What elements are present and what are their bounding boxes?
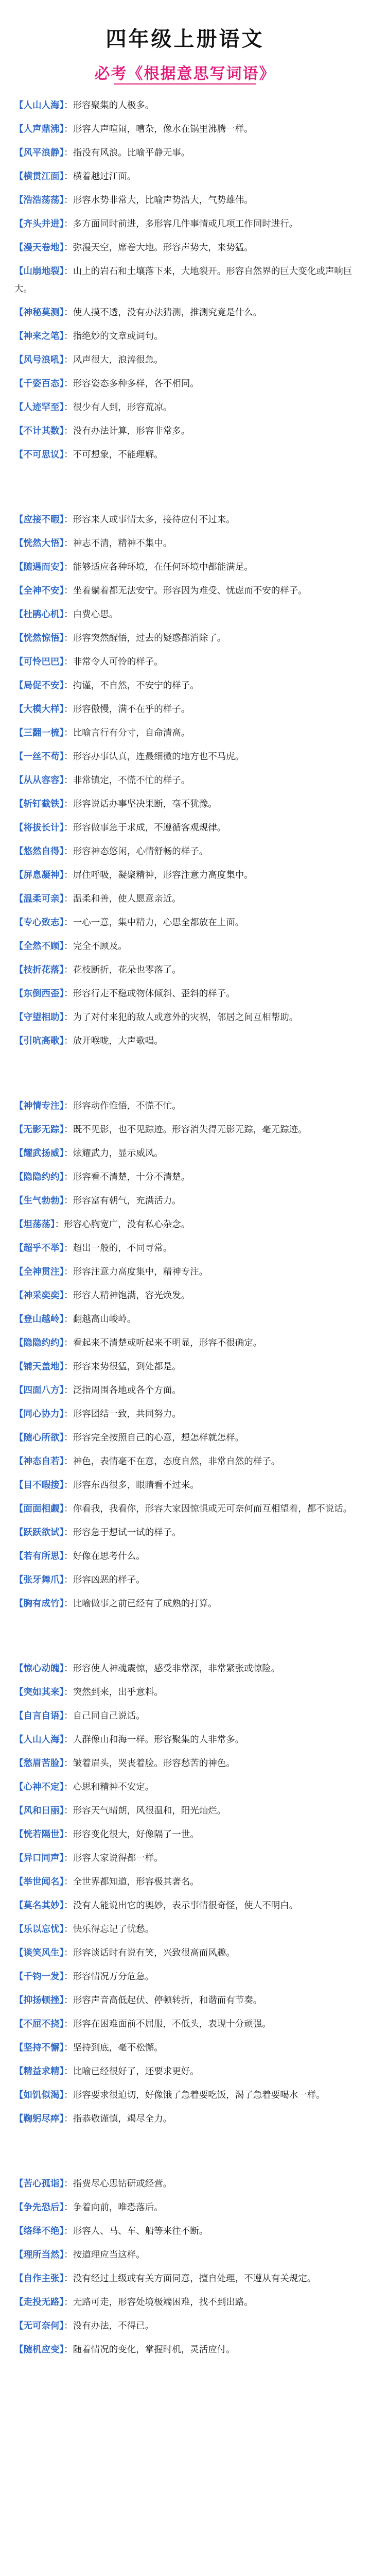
glossary-entry (14, 1826, 358, 1843)
glossary-entry (14, 263, 358, 298)
glossary-entry (14, 1921, 358, 1938)
entry-term: 【人声鼎沸】 (14, 124, 64, 134)
glossary-entry (14, 1097, 358, 1115)
entry-term: 【恍若隔世】 (14, 1829, 64, 1840)
glossary-entry (14, 961, 358, 979)
entry-definition: ：形容姿态多种多样，各不相同。 (64, 379, 199, 389)
entry-term: 【同心协力】 (14, 1409, 64, 1419)
entry-term: 【神情专注】 (14, 1101, 64, 1111)
entry-term: 【不屈不挠】 (14, 2019, 64, 2029)
entry-term: 【悠然自得】 (14, 846, 64, 857)
entry-definition: ：坐着躺着都无法安宁。形容因为难受、忧虑而不安的样子。 (64, 586, 307, 596)
glossary-entry (14, 144, 358, 162)
glossary-entry (14, 215, 358, 233)
entry-term: 【突如其来】 (14, 1687, 64, 1698)
entry-term: 【随遇而安】 (14, 562, 64, 572)
entry-definition: ：形容完全按照自己的心意，想怎样就怎样。 (64, 1433, 244, 1443)
glossary-entry (14, 2199, 358, 2216)
entry-definition: ：形容来势很猛，到处都是。 (64, 1362, 181, 1372)
glossary-entry (14, 1240, 358, 1257)
entry-definition: ：泛指周围各地或各个方面。 (64, 1385, 181, 1396)
entry-definition: ：形容看不清楚，十分不清楚。 (64, 1172, 190, 1182)
entry-term: 【全神贯注】 (14, 1267, 64, 1277)
glossary-entry (14, 2063, 358, 2080)
entry-definition: ：比喻已经很好了，还要求更好。 (64, 2066, 199, 2077)
entry-term: 【跃跃欲试】 (14, 1528, 64, 1538)
entry-definition: ：皱着眉头，哭丧着脸。形容愁苦的神色。 (64, 1758, 235, 1769)
entry-definition: ：没有办法计算，形容非常多。 (64, 426, 190, 436)
glossary-entry (14, 2015, 358, 2033)
glossary-entry (14, 1477, 358, 1494)
glossary-entry (14, 2317, 358, 2335)
entry-definition: ：无路可走，形容处境极端困难，找不到出路。 (64, 2297, 253, 2308)
entry-term: 【面面相觑】 (14, 1504, 64, 1514)
entry-definition: ：完全不顾及。 (64, 941, 127, 952)
entry-definition: ：没有办法，不得已。 (64, 2321, 154, 2331)
glossary-entry (14, 1263, 358, 1281)
entry-term: 【张牙舞爪】 (14, 1575, 64, 1585)
glossary-entry (14, 399, 358, 416)
entry-definition: ：翻越高山峻岭。 (64, 1314, 136, 1325)
glossary-entry (14, 1524, 358, 1541)
entry-term: 【全神不安】 (14, 586, 64, 596)
entry-term: 【抑扬顿挫】 (14, 1995, 64, 2006)
entry-definition: ：风声很大，浪涛很急。 (64, 355, 163, 365)
entry-term: 【无可奈何】 (14, 2321, 64, 2331)
entry-term: 【温柔可亲】 (14, 894, 64, 904)
glossary-entry (14, 772, 358, 789)
entry-term: 【应接不暇】 (14, 515, 64, 525)
glossary-entry (14, 2110, 358, 2128)
entry-definition: ：形容天气晴朗，风很温和，阳光灿烂。 (64, 1806, 226, 1816)
entry-definition: ：形容动作惟悟，不慌不忙。 (64, 1101, 181, 1111)
entry-term: 【若有所思】 (14, 1551, 64, 1562)
glossary-entry (14, 582, 358, 600)
entry-term: 【局促不安】 (14, 681, 64, 691)
entry-definition: ：一心一意，集中精力，心思全都放在上面。 (64, 918, 244, 928)
glossary-entry (14, 2087, 358, 2104)
glossary-entry (14, 97, 358, 114)
entry-definition: ：形容在困难面前不屈服，不低头，表现十分顽强。 (64, 2019, 271, 2029)
entry-definition: ：不可想象，不能理解。 (64, 450, 163, 460)
entry-term: 【生气勃勃】 (14, 1196, 64, 1206)
glossary-entry (14, 1216, 358, 1233)
entry-definition: ：形容凶恶的样子。 (64, 1575, 145, 1585)
glossary-entry (14, 1358, 358, 1376)
entry-definition: ：形容心胸宽广，没有私心杂念。 (55, 1219, 190, 1230)
entry-definition: ：你看我，我看你，形容大家因惊惧或无可奈何而互相望着，都不说话。 (64, 1504, 353, 1514)
entry-definition: ：形容团结一致，共同努力。 (64, 1409, 181, 1419)
glossary-entry (14, 2175, 358, 2193)
glossary-entry (14, 748, 358, 766)
glossary-entry (14, 653, 358, 671)
entry-definition: ：没有人能说出它的奥妙，表示事情很奇怪，使人不明白。 (64, 1901, 298, 1911)
glossary-entry (14, 2341, 358, 2359)
entry-definition: ：超出一般的，不同寻常。 (64, 1243, 172, 1253)
glossary-entry (14, 1707, 358, 1725)
entry-definition: ：指费尽心思钻研或经营。 (64, 2179, 172, 2189)
entry-definition: ：随着情况的变化，掌握时机，灵活应付。 (64, 2345, 235, 2355)
glossary-entry (14, 1571, 358, 1589)
entry-definition: ：形容办事认真，连最细微的地方也不马虎。 (64, 752, 244, 762)
glossary-entry (14, 985, 358, 1003)
entry-definition: ：使人摸不透，没有办法猜测，推测究竟是什么。 (64, 308, 262, 318)
entry-term: 【神态自若】 (14, 1456, 64, 1467)
glossary-entry (14, 701, 358, 718)
entry-term: 【惊心动魄】 (14, 1664, 64, 1674)
entry-definition: ：多方面同时前进，多形容几件事情或几项工作同时进行。 (64, 219, 298, 229)
glossary-entry (14, 795, 358, 813)
page-subtitle: 必考《根据意思写词语》 (94, 65, 276, 83)
glossary-entry (14, 914, 358, 931)
glossary-entry (14, 1121, 358, 1139)
entry-term: 【山崩地裂】 (14, 266, 64, 277)
entry-term: 【坦荡荡】 (14, 1219, 55, 1230)
entry-definition: ：白费心思。 (64, 609, 118, 620)
entry-definition: ：弥漫天空，席卷大地。形容声势大，来势猛。 (64, 243, 253, 253)
glossary-entry (14, 938, 358, 955)
glossary-entry (14, 1660, 358, 1677)
entry-definition: ：既不见影，也不见踪迹。形容消失得无影无踪，毫无踪迹。 (64, 1125, 307, 1135)
entry-definition: ：形容人、马、车、船等来往不断。 (64, 2226, 208, 2236)
glossary-entry (14, 1731, 358, 1749)
entry-definition: ：形容注意力高度集中，精神专注。 (64, 1267, 208, 1277)
glossary-entry (14, 2246, 358, 2264)
glossary-entry (14, 1992, 358, 2009)
entry-definition: ：形容谈话时有说有笑，兴致很高而风趣。 (64, 1948, 235, 1958)
entry-definition: ：比喻做事之前已经有了成熟的打算。 (64, 1599, 217, 1609)
glossary-entry (14, 1755, 358, 1772)
glossary-entry (14, 1009, 358, 1026)
entry-term: 【齐头并进】 (14, 219, 64, 229)
entry-definition: ：形容东西很多，眼睛看不过来。 (64, 1480, 199, 1490)
entry-definition: ：屏住呼吸，凝聚精神，形容注意力高度集中。 (64, 870, 253, 880)
entry-definition: ：形容傲慢，满不在乎的样子。 (64, 704, 190, 715)
entry-term: 【风和日丽】 (14, 1806, 64, 1816)
glossary-entry (14, 121, 358, 138)
entry-definition: ：山上的岩石和土壤落下来，大地裂开。形容自然界的巨大变化或声响巨大。 (14, 266, 353, 294)
entry-definition: ：温柔和善，使人愿意亲近。 (64, 894, 181, 904)
entry-term: 【屏息凝神】 (14, 870, 64, 880)
glossary-entry (14, 446, 358, 464)
glossary-entry (14, 1944, 358, 1962)
entry-definition: ：形容声音高低起伏、停顿转折，和谐而有节奏。 (64, 1995, 262, 2006)
entry-term: 【异口同声】 (14, 1853, 64, 1863)
entry-term: 【枝折花落】 (14, 965, 64, 975)
entry-definition: ：花枝断折，花朵也零落了。 (64, 965, 181, 975)
entry-term: 【耀武扬威】 (14, 1148, 64, 1159)
entry-term: 【从从容容】 (14, 775, 64, 786)
entry-definition: ：很少有人到，形容荒凉。 (64, 402, 172, 413)
entry-term: 【走投无路】 (14, 2297, 64, 2308)
entry-definition: ：指没有风浪。比喻平静无事。 (64, 148, 190, 158)
entry-definition: ：形容说话办事坚决果断，毫不犹豫。 (64, 799, 217, 809)
entry-term: 【目不暇接】 (14, 1480, 64, 1490)
entry-term: 【可怜巴巴】 (14, 657, 64, 667)
entry-term: 【络绎不绝】 (14, 2226, 64, 2236)
entry-definition: ：好像在思考什么。 (64, 1551, 145, 1562)
glossary-entry (14, 304, 358, 321)
glossary-entry (14, 328, 358, 345)
glossary-entry (14, 1968, 358, 1986)
entry-term: 【如饥似渴】 (14, 2090, 64, 2100)
entry-definition: ：比喻言行有分寸，自命清高。 (64, 728, 190, 738)
entry-term: 【铺天盖地】 (14, 1362, 64, 1372)
entry-term: 【风号浪吼】 (14, 355, 64, 365)
entry-term: 【杜鹃心机】 (14, 609, 64, 620)
glossary-entry (14, 1897, 358, 1914)
entry-term: 【无影无踪】 (14, 1125, 64, 1135)
glossary-entry (14, 1500, 358, 1518)
entry-term: 【全然不顾】 (14, 941, 64, 952)
glossary-entry (14, 890, 358, 908)
glossary-entry (14, 1405, 358, 1423)
entry-definition: ：突然到来，出乎意料。 (64, 1687, 163, 1698)
entry-definition: ：形容人精神饱满，容光焕发。 (64, 1291, 190, 1301)
glossary-entry (14, 843, 358, 860)
entry-definition: ：坚持到底，毫不松懈。 (64, 2043, 163, 2053)
entry-term: 【三翻一梳】 (14, 728, 64, 738)
entry-term: 【神来之笔】 (14, 331, 64, 342)
entry-definition: ：为了对付来犯的敌人或意外的灾祸，邻居之间互相帮助。 (64, 1012, 298, 1023)
glossary-entry (14, 1429, 358, 1447)
entry-term: 【人迹罕至】 (14, 402, 64, 413)
entry-definition: ：指恭敬谨慎，竭尽全力。 (64, 2114, 172, 2124)
entry-term: 【不可思议】 (14, 450, 64, 460)
entry-term: 【千姿百态】 (14, 379, 64, 389)
entry-term: 【不计其数】 (14, 426, 64, 436)
entry-term: 【乐以忘忧】 (14, 1924, 64, 1935)
entry-term: 【浩浩荡荡】 (14, 195, 64, 206)
entry-definition: ：形容人声喧闹，嘈杂，像水在锅里沸腾一样。 (64, 124, 253, 134)
glossary-entry (14, 606, 358, 623)
entry-term: 【坚持不懈】 (14, 2043, 64, 2053)
entry-term: 【谈笑风生】 (14, 1948, 64, 1958)
entry-term: 【东倒西歪】 (14, 989, 64, 999)
entry-term: 【漫天卷地】 (14, 243, 64, 253)
entry-definition: ：横着越过江面。 (64, 172, 136, 182)
page-title: 四年级上册语文 (105, 27, 265, 51)
entry-definition: ：形容行走不稳或物体倾斜、歪斜的样子。 (64, 989, 235, 999)
glossary-entry (14, 2294, 358, 2311)
entry-term: 【随心所欲】 (14, 1433, 64, 1443)
glossary-entry (14, 558, 358, 576)
glossary-entry (14, 1802, 358, 1820)
entry-term: 【隐隐约约】 (14, 1172, 64, 1182)
entry-definition: ：神色，表情毫不在意，态度自然，非常自然的样子。 (64, 1456, 280, 1467)
entry-term: 【隐隐约约】 (14, 1338, 64, 1348)
entry-term: 【鞠躬尽瘁】 (14, 2114, 64, 2124)
entry-term: 【神秘莫测】 (14, 308, 64, 318)
entry-term: 【人山人海】 (14, 1735, 64, 1745)
entry-term: 【四面八方】 (14, 1385, 64, 1396)
entry-term: 【胸有成竹】 (14, 1599, 64, 1609)
entry-definition: ：拘谨，不自然，不安宁的样子。 (64, 681, 199, 691)
entry-term: 【将拔长计】 (14, 823, 64, 833)
entry-term: 【精益求精】 (14, 2066, 64, 2077)
entry-definition: ：形容水势非常大，比喻声势浩大，气势雄伟。 (64, 195, 253, 206)
entry-term: 【愁眉苦脸】 (14, 1758, 64, 1769)
entry-term: 【人山人海】 (14, 100, 64, 111)
entry-definition: ：非常镇定，不慌不忙的样子。 (64, 775, 190, 786)
glossary-entry (14, 2039, 358, 2057)
entry-definition: ：形容变化很大，好像隔了一世。 (64, 1829, 199, 1840)
glossary-entry (14, 1145, 358, 1162)
glossary-entry (14, 1168, 358, 1186)
entry-definition: ：非常令人可怜的样子。 (64, 657, 163, 667)
entry-definition: ：形容使人神魂震惊，感受非常深，非常紧张或惊险。 (64, 1664, 280, 1674)
entry-definition: ：形容神态悠闲，心情舒畅的样子。 (64, 846, 208, 857)
entry-definition: ：能够适应各种环境，在任何环境中都能满足。 (64, 562, 253, 572)
entry-term: 【理所当然】 (14, 2250, 64, 2260)
entry-definition: ：形容要求很迫切，好像饿了急着要吃饭，渴了急着要喝水一样。 (64, 2090, 325, 2100)
glossary-entry (14, 535, 358, 552)
glossary-entry (14, 1778, 358, 1796)
glossary-entry (14, 375, 358, 393)
entry-definition: ：人群像山和海一样。形容聚集的人非常多。 (64, 1735, 244, 1745)
entry-term: 【自言自语】 (14, 1711, 64, 1721)
glossary-entry (14, 168, 358, 185)
entry-term: 【恍然惊悟】 (14, 633, 64, 643)
glossary-entry (14, 2270, 358, 2287)
entry-term: 【举世闻名】 (14, 1877, 64, 1887)
glossary-entry (14, 1287, 358, 1304)
glossary-entry (14, 1548, 358, 1565)
entry-definition: ：形容来人或事情太多，接待应付不过来。 (64, 515, 235, 525)
glossary-entry (14, 422, 358, 440)
glossary-entry (14, 677, 358, 694)
entry-definition: ：形容急于想试一试的样子。 (64, 1528, 181, 1538)
entry-definition: ：争着向前，唯恐落后。 (64, 2202, 163, 2213)
entry-term: 【恍然大悟】 (14, 538, 64, 549)
glossary-entry (14, 192, 358, 209)
glossary-entry (14, 1873, 358, 1891)
entry-term: 【专心致志】 (14, 918, 64, 928)
entry-term: 【守望相助】 (14, 1012, 64, 1023)
glossary-entry (14, 1595, 358, 1613)
entry-term: 【横贯江面】 (14, 172, 64, 182)
entry-term: 【自作主张】 (14, 2274, 64, 2284)
glossary-entry (14, 867, 358, 884)
entry-term: 【登山越岭】 (14, 1314, 64, 1325)
glossary-entry (14, 1334, 358, 1352)
glossary-entry (14, 239, 358, 257)
glossary-entry (14, 511, 358, 529)
entry-term: 【风平浪静】 (14, 148, 64, 158)
entry-definition: ：快乐得忘记了忧愁。 (64, 1924, 154, 1935)
glossary-entry (14, 1382, 358, 1399)
entry-term: 【心神不定】 (14, 1782, 64, 1792)
glossary-entry (14, 1032, 358, 1050)
entry-definition: ：自己同自己说话。 (64, 1711, 145, 1721)
entry-term: 【神采奕奕】 (14, 1291, 64, 1301)
entry-definition: ：形容富有朝气，充满活力。 (64, 1196, 181, 1206)
entry-definition: ：按道理应当这样。 (64, 2250, 145, 2260)
entry-definition: ：全世界都知道，形容极其著名。 (64, 1877, 199, 1887)
entry-term: 【随机应变】 (14, 2345, 64, 2355)
entry-definition: ：形容突然醒悟，过去的疑惑都消除了。 (64, 633, 226, 643)
entry-definition: ：形容做事急于求成，不遵循客观规律。 (64, 823, 226, 833)
entry-term: 【引吭高歌】 (14, 1036, 64, 1046)
entry-definition: ：指绝妙的文章或词句。 (64, 331, 163, 342)
entry-definition: ：形容情况万分危急。 (64, 1972, 154, 1982)
subtitle-underline (114, 83, 256, 84)
entry-term: 【争先恐后】 (14, 2202, 64, 2213)
entry-definition: ：形容聚集的人极多。 (64, 100, 154, 111)
glossary-entry (14, 819, 358, 837)
glossary-entry (14, 1684, 358, 1701)
entry-definition: ：放开喉咙，大声歌唱。 (64, 1036, 163, 1046)
entry-term: 【莫名其妙】 (14, 1901, 64, 1911)
glossary-entry (14, 1850, 358, 1867)
entry-definition: ：看起来不清楚或听起来不明显，形容不很确定。 (64, 1338, 262, 1348)
entry-term: 【超乎不举】 (14, 1243, 64, 1253)
entry-term: 【斩钉截铁】 (14, 799, 64, 809)
entry-term: 【千钧一发】 (14, 1972, 64, 1982)
glossary-entry (14, 351, 358, 369)
entry-term: 【苦心孤诣】 (14, 2179, 64, 2189)
entry-definition: ：炫耀武力，显示威风。 (64, 1148, 163, 1159)
entry-term: 【大模大样】 (14, 704, 64, 715)
glossary-entry (14, 1192, 358, 1210)
glossary-entry (14, 630, 358, 647)
entry-definition: ：神志不清，精神不集中。 (64, 538, 172, 549)
glossary-entry (14, 1311, 358, 1328)
glossary-entry (14, 1453, 358, 1470)
entry-definition: ：形容大家说得都一样。 (64, 1853, 163, 1863)
glossary-entry (14, 724, 358, 742)
entry-definition: ：心思和精神不安定。 (64, 1782, 154, 1792)
entry-definition: ：没有经过上级或有关方面同意，擅自处理，不遵从有关规定。 (64, 2274, 316, 2284)
glossary-entry (14, 2223, 358, 2240)
entry-term: 【一丝不苟】 (14, 752, 64, 762)
